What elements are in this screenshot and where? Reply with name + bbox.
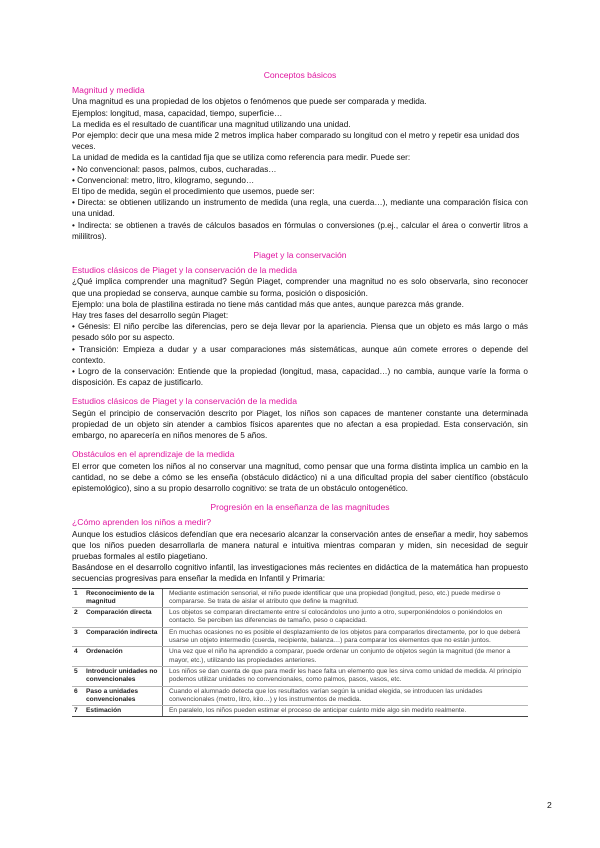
row-description: Cuando el alumnado detecta que los resultados varían según la unidad elegida, se introducen las unidades convencionales (metro, litro, kilo…) y los instrumentos de medida. — [169, 687, 483, 703]
row-description: En paralelo, los niños pueden estimar el proceso de anticipar cuánto mide algo sin medirlo realmente. — [169, 707, 467, 715]
row-number: 3 — [74, 628, 78, 636]
row-description: En muchas ocasiones no es posible el desplazamiento de los objetos para compararlos directamente, por lo que deberá usarse un objeto intermedio (cuerda, recipiente, balanza…) para comparar los elementos que no están juntos. — [169, 628, 521, 645]
paragraph: Basándose en el desarrollo cognitivo infantil, las investigaciones más recientes en didáctica de la matemática han propuesto secuencias progresivas para enseñar la medida en Infantil y Primaria: — [72, 563, 528, 584]
table-row — [72, 608, 528, 628]
document-page — [72, 70, 528, 717]
row-description: Una vez que el niño ha aprendido a comparar, puede ordenar un conjunto de objetos según la magnitud (de menor a mayor, etc.), utilizando las propiedades anteriores. — [169, 648, 511, 664]
bullet-item: • Convencional: metro, litro, kilogramo, segundo… — [72, 175, 255, 185]
row-number: 7 — [74, 707, 78, 715]
row-step: Ordenación — [86, 647, 163, 666]
bullet-item: • Directa: se obtienen utilizando un instrumento de medida (una regla, una cuerda…), mediante una comparación física con una unidad. — [72, 198, 528, 219]
table-row — [72, 687, 528, 707]
row-step: Introducir unidades no convencionales — [86, 667, 163, 686]
paragraph: ¿Qué implica comprender una magnitud? Según Piaget, comprender una magnitud no es solo observarla, sino reconocer que una propiedad se conserva, aunque cambie su forma, posición o disposición. — [72, 277, 528, 298]
row-step: Paso a unidades convencionales — [86, 687, 163, 706]
paragraph: Por ejemplo: decir que una mesa mide 2 metros implica haber comparado su longitud con el metro y repetir esa unidad dos veces. — [72, 131, 520, 152]
table-row — [72, 706, 528, 716]
subheading-obstaculos: Obstáculos en el aprendizaje de la medida — [72, 449, 235, 460]
heading-progresion: Progresión en la enseñanza de las magnitudes — [210, 502, 390, 513]
paragraph: Ejemplos: longitud, masa, capacidad, tiempo, superficie… — [72, 108, 283, 118]
paragraph: Según el principio de conservación descrito por Piaget, los niños son capaces de mantener constante una determinada propiedad de un objeto sin atender a cambios físicos aparentes que no afectan a esa propiedad. Esta conservación, sin embargo, no aparecería en niños menores de 5 años. — [72, 408, 528, 441]
page-number: 2 — [547, 800, 552, 810]
bullet-item: • Transición: Empieza a dudar y a usar comparaciones más sistemáticas, aunque aún comete errores o depende del contexto. — [72, 344, 528, 365]
row-number: 2 — [74, 609, 78, 617]
row-description: Los objetos se comparan directamente entre sí colocándolos uno junto a otro, superponiéndolos o poniéndolos en contacto. Se perciben las diferencias de tamaño, peso o capacidad. — [169, 609, 503, 625]
bullet-item: • Indirecta: se obtienen a través de cálculos basados en fórmulas o conversiones (p.ej., calcular el área o convertir litros a mililitros). — [72, 220, 528, 241]
paragraph: Aunque los estudios clásicos defendían que era necesario alcanzar la conservación antes de enseñar a medir, hoy sabemos que los niños pueden desarrollarla de manera natural e intuitiva mientras comparan y miden, sin necesidad de seguir pruebas formales al estilo piagetiano. — [72, 529, 528, 561]
row-number: 1 — [74, 589, 78, 597]
row-step: Comparación indirecta — [86, 628, 163, 647]
table-row — [72, 647, 528, 667]
heading-conceptos-basicos: Conceptos básicos — [263, 70, 337, 80]
subheading-estudios-clasicos: Estudios clásicos de Piaget y la conservación de la medida — [72, 265, 297, 276]
row-description: Mediante estimación sensorial, el niño puede identificar que una propiedad (longitud, peso, etc.) puede medirse o compararse. Se trata de aislar el atributo que define la magnitud. — [169, 589, 501, 605]
paragraph: Una magnitud es una propiedad de los objetos o fenómenos que puede ser comparada y medida. — [72, 97, 427, 107]
row-number: 5 — [74, 667, 78, 675]
paragraph: El error que cometen los niños al no conservar una magnitud, como pensar que una forma distinta implica un cambio en la cantidad, no se debe a cómo se les enseña (obstáculo didáctico) ni a una dificultad propia del saber científico (obstáculo epistemológico), sino a su propio desarrollo cognitivo: se trata de un obstáculo ontogenético. — [72, 461, 528, 493]
bullet-item: • Logro de la conservación: Entiende que la propiedad (longitud, masa, capacidad…) no cambia, aunque varíe la forma o disposición. Es capaz de justificarlo. — [72, 367, 528, 388]
row-step: Estimación — [86, 706, 163, 716]
row-step: Comparación directa — [86, 608, 163, 627]
paragraph: El tipo de medida, según el procedimiento que usemos, puede ser: — [72, 187, 315, 197]
row-number: 6 — [74, 687, 78, 695]
bullet-item: • No convencional: pasos, palmos, cubos, cucharadas… — [72, 164, 277, 174]
progression-table — [72, 588, 528, 718]
table-row — [72, 589, 528, 609]
subheading-magnitud-medida: Magnitud y medida — [72, 85, 145, 96]
paragraph: Ejemplo: una bola de plastilina estirada no tiene más cantidad más que antes, aunque parezca más grande. — [72, 299, 464, 309]
paragraph: La unidad de medida es la cantidad fija que se utiliza como referencia para medir. Puede ser: — [72, 153, 411, 163]
bullet-item: • Génesis: El niño percibe las diferencias, pero se deja llevar por la apariencia. Piensa que un objeto es más largo o más pesado sólo por su aspecto. — [72, 322, 528, 343]
row-description: Los niños se dan cuenta de que para medir les hace falta un elemento que les sirva como unidad de medida. Al principio podemos utilizar unidades no convencionales, como palmos, pasos, vasos, etc. — [169, 667, 522, 684]
subheading-estudios-clasicos-2: Estudios clásicos de Piaget y la conservación de la medida — [72, 396, 297, 407]
paragraph: La medida es el resultado de cuantificar una magnitud utilizando una unidad. — [72, 119, 351, 129]
row-number: 4 — [74, 648, 78, 656]
heading-piaget-conservacion: Piaget y la conservación — [253, 250, 347, 261]
table-row — [72, 667, 528, 687]
subheading-como-aprenden: ¿Cómo aprenden los niños a medir? — [72, 517, 212, 528]
row-step: Reconocimiento de la magnitud — [86, 589, 163, 608]
paragraph: Hay tres fases del desarrollo según Piaget: — [72, 311, 229, 321]
table-row — [72, 628, 528, 648]
